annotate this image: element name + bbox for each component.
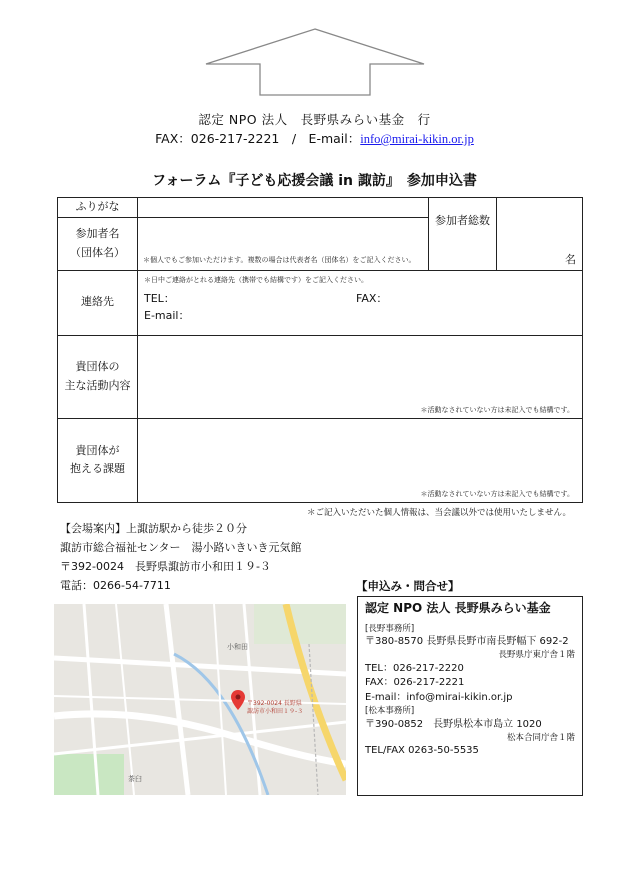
privacy-note: ＊ご記入いただいた個人情報は、当会議以外では使用いたしません。	[306, 508, 571, 518]
venue-phone: 電話：0266-54-7711	[60, 579, 171, 592]
furigana-field[interactable]	[138, 198, 429, 218]
contact-label: 連絡先	[58, 270, 138, 335]
office2-building: 松本合同庁舎１階	[506, 733, 575, 744]
fax-label: FAX：	[356, 291, 388, 305]
recipient-email-link[interactable]: info@mirai-kikin.or.jp	[360, 132, 474, 146]
contact-note: ＊日中ご連絡がとれる連絡先（携帯でも結構です）をご記入ください。	[144, 275, 368, 284]
issues-label	[58, 418, 138, 502]
name-label-line1: 参加者名	[75, 227, 120, 240]
map-pin-label-line2: 諏訪市小和田１９-３	[247, 707, 304, 715]
activity-label-line2: 主な活動内容	[64, 378, 131, 392]
office1-name: [長野事務所]	[365, 623, 415, 634]
contact-box	[357, 596, 583, 796]
contact-fax: FAX：026-217-2221	[365, 677, 465, 689]
furigana-label: ふりがな	[58, 198, 138, 218]
total-label: 参加者総数	[429, 198, 497, 271]
activity-note: ＊活動なされていない方は未記入でも結構です。	[420, 405, 574, 414]
venue-heading: 【会場案内】上諏訪駅から徒歩２０分	[60, 522, 247, 535]
map-label-chausu: 茶臼	[128, 775, 142, 783]
issues-label-line1: 貴団体が	[75, 443, 120, 457]
total-field[interactable]	[497, 198, 583, 271]
name-field[interactable]	[138, 217, 429, 270]
total-unit: 名	[565, 252, 576, 266]
activity-field[interactable]	[138, 335, 583, 418]
venue-map	[54, 604, 346, 795]
arrow-up-icon	[205, 28, 425, 96]
tel-label: TEL：	[144, 291, 175, 305]
recipient-contact	[0, 129, 629, 147]
office2-address: 〒390-0852 長野県松本市島立 1020	[365, 718, 542, 730]
issues-note: ＊活動なされていない方は未記入でも結構です。	[420, 489, 574, 498]
office2-tel-fax: TEL/FAX 0263-50-5535	[365, 745, 479, 757]
contact-email[interactable]: E-mail：info@mirai-kikin.or.jp	[365, 691, 513, 703]
form-title: フォーラム『子ども応援会議 in 諏訪』 参加申込書	[152, 173, 477, 189]
email-label: E-mail：	[144, 308, 190, 322]
activity-label-line1: 貴団体の	[75, 360, 120, 373]
map-pin-icon	[231, 690, 245, 710]
office1-building: 長野県庁東庁舎１階	[498, 650, 575, 661]
venue-name: 諏訪市総合福祉センター 湯小路いきいき元気館	[60, 541, 302, 554]
name-label-line2: （団体名）	[70, 245, 125, 259]
activity-label	[58, 335, 138, 418]
issues-field[interactable]	[138, 418, 583, 502]
map-pin-label	[247, 700, 303, 715]
map-pin-label-line1: 〒392-0024 長野県	[247, 700, 302, 707]
contact-org: 認定 NPO 法人 長野県みらい基金	[365, 601, 551, 615]
recipient-fax: FAX：026-217-2221 / E-mail：	[155, 131, 361, 146]
map-label-kowada: 小和田	[227, 643, 248, 651]
contact-field[interactable]	[138, 270, 583, 335]
application-form	[57, 197, 583, 503]
office1-address: 〒380-8570 長野県長野市南長野幅下 692-2	[365, 635, 569, 647]
name-label	[58, 217, 138, 270]
office2-name: [松本事務所]	[365, 706, 415, 717]
name-note: ＊個人でもご参加いただけます。複数の場合は代表者名（団体名）をご記入ください。	[143, 255, 416, 264]
recipient-org: 認定 NPO 法人 長野県みらい基金 行	[198, 112, 431, 127]
contact-tel: TEL：026-217-2220	[365, 662, 464, 674]
issues-label-line2: 抱える課題	[70, 462, 125, 476]
venue-address: 〒392-0024 長野県諏訪市小和田１９-３	[60, 560, 271, 573]
inquiry-heading: 【申込み・問合せ】	[356, 579, 460, 593]
